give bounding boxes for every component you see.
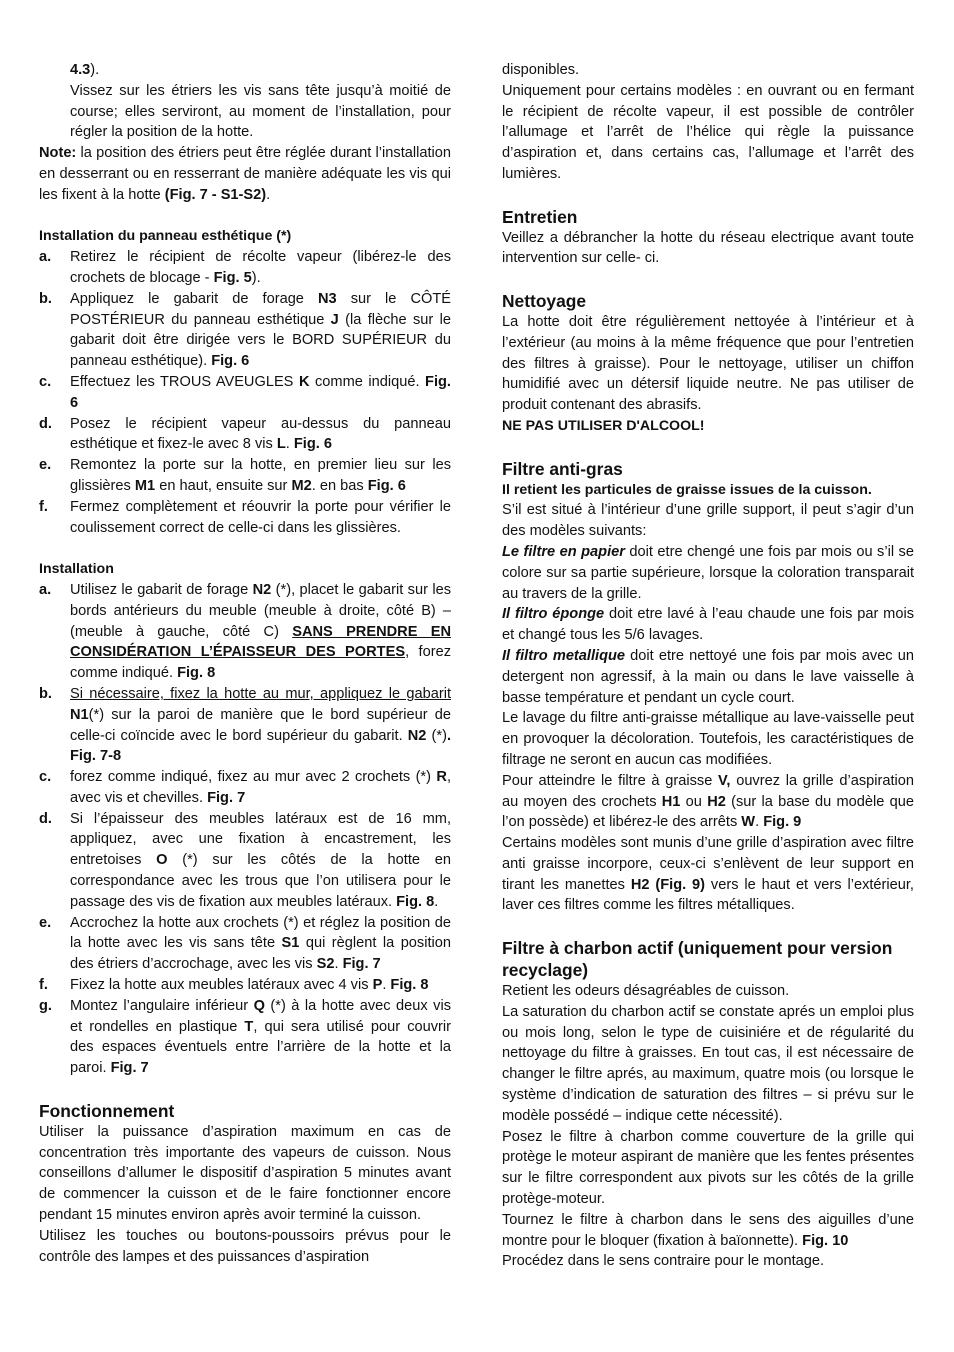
panel-step-f: f. Fermez complètement et réouvrir la porte pour vérifier le coulissement correct de celle-ci dans les glissières. [39, 498, 451, 536]
filtre-lavage: Le lavage du filtre anti-graisse métallique au lave-vaisselle peut en provoquer la décoloration. Toutefois, les caractéristiques de filtrage ne seront en aucun cas modifiées. [502, 710, 914, 768]
charbon-paragraph-5: Procédez dans le sens contraire pour le montage. [502, 1253, 825, 1270]
filtre-acces: Pour atteindre le filtre à graisse V, ouvrez la grille d’aspiration au moyen des crochets H1 ou H2 (sur la base du modèle que l’on possède) et libérez-le des arrêts W. Fig. 9 [502, 772, 914, 831]
install-step-a: a. Utilisez le gabarit de forage N2 (*), placet le gabarit sur les bords antérieurs du meuble (meuble à droite, côté B) – (meuble à gauche, côté C) SANS PRENDRE EN CONSIDÉRATION L’ÉPAISSEUR DES PORTES, forez comme indiqué. Fig. 8 [39, 581, 451, 682]
panel-step-d: d. Posez le récipient vapeur au-dessus du panneau esthétique et fixez-le avec 8 vis L. Fig. 6 [39, 415, 451, 453]
charbon-paragraph-1: Retient les odeurs désagréables de cuisson. [502, 983, 790, 1000]
filtre-intro: S’il est situé à l’intérieur d’une grille support, il peut s’agir d’un des modèles suivants: [502, 502, 914, 540]
filtre-metallique: Il filtro metallique doit etre nettoyé une fois par mois avec un detergent non agressif, à la main ou dans le lave vaisselle à basse température et pendant un cycle court. [502, 647, 914, 706]
models-paragraph: Uniquement pour certains modèles : en ouvrant ou en fermant le récipient de récolte vapeur, il est possible de contrôler l’allumage et l’arrêt de l’hélice qui règle la puissance d’aspiration et, dans certains cas, l’allumage et l’arrêt des lumières. [502, 82, 914, 182]
install-step-e: e. Accrochez la hotte aux crochets (*) et réglez la position de la hotte avec les vis sans tête S1 qui règlent la position des étriers d’accrochage, avec les vis S2. Fig. 7 [39, 914, 451, 973]
charbon-paragraph-2: La saturation du charbon actif se constate aprés un emploi plus ou mois long, selon le type de cuisiniére et de régularité du nettoyage du filtre à graisses. En tout cas, il est nécessaire de changer le filtre aprés, au maximum, quatre mois (ou lorsque le système d’indication de saturation des filtres – si prévu sur le modèle possédé – indique cette nécessité). [502, 1003, 914, 1124]
panel-install-heading: Installation du panneau esthétique (*) [39, 228, 292, 245]
entretien-paragraph: Veillez a débrancher la hotte du réseau electrique avant toute intervention sur celle- ci. [502, 229, 914, 267]
filtre-subtitle: Il retient les particules de graisse issues de la cuisson. [502, 481, 872, 498]
filtre-heading: Filtre anti-gras [502, 458, 623, 479]
nettoyage-heading: Nettoyage [502, 290, 587, 311]
left-column [39, 60, 451, 1267]
filtre-incorpore: Certains modèles sont munis d’une grille d’aspiration avec filtre anti graisse incorpore, ceux-ci s’enlèvent de leur support en tirant les manettes H2 (Fig. 9) vers le haut et vers l’extérieur, laver ces filtres comme les filtres métalliques. [502, 835, 914, 914]
right-column [502, 60, 914, 1272]
charbon-paragraph-3: Posez le filtre à charbon comme couverture de la grille qui protège le moteur aspirant de manière que les fentes présentes sur le filtre correspondent aux pivots sur les côtés de la grille protège-moteur. [502, 1128, 914, 1208]
panel-step-e: e. Remontez la porte sur la hotte, en premier lieu sur les glissières M1 en haut, ensuite sur M2. en bas Fig. 6 [39, 457, 451, 494]
nettoyage-paragraph: La hotte doit être régulièrement nettoyée à l’intérieur et à l’extérieur (au moins à la même fréquence que pour l’entretien des filtres à graisse). Pour le nettoyage, utiliser un chiffon humidifié avec un détersif liquide neutre. Ne pas utiliser de produit contenant des abrasifs. [502, 313, 914, 414]
intro-text: Vissez sur les étriers les vis sans tête jusqu’à moitié de course; elles serviront, au moment de l’installation, pour régler la position de la hotte. [70, 82, 451, 141]
fonctionnement-paragraph-2: Utilisez les touches ou boutons-poussoirs prévus pour le contrôle des lampes et des puissances d’aspiration [39, 1227, 451, 1265]
install-step-g: g. Montez l’angulaire inférieur Q (*) à la hotte avec deux vis et rondelles en plastique T, qui sera utilisé pour couvrir des espaces éventuels entre l’arrière de la hotte et la paroi. Fig. 7 [39, 997, 451, 1077]
panel-step-b: b. Appliquez le gabarit de forage N3 sur le CÔTÉ POSTÉRIEUR du panneau esthétique J (la flèche sur le gabarit doit être dirigée vers le BORD SUPÉRIEUR du panneau esthétique). Fig. 6 [39, 290, 451, 370]
install-step-f: f. Fixez la hotte aux meubles latéraux avec 4 vis P. Fig. 8 [39, 977, 429, 994]
filtre-eponge: Il filtro éponge doit etre lavé à l’eau chaude une fois par mois et changé tous les 5/6 lavages. [502, 606, 914, 644]
filtre-papier: Le filtre en papier doit etre chengé une fois par mois ou s’il se colore sur sa partie supérieure, lorsque la coloration transparait au travers de la grille. [502, 543, 914, 602]
alcohol-warning: NE PAS UTILISER D'ALCOOL! [502, 417, 705, 434]
fonctionnement-paragraph-1: Utiliser la puissance d’aspiration maximum en cas de concentration très importante des vapeurs de cuisson. Nous conseillons d’allumer le dispositif d’aspiration 5 minutes avant de commencer la cuisson et de le faire fonctionner encore pendant 15 minutes environ après avoir terminé la cuisson. [39, 1123, 451, 1224]
install-step-c: c. forez comme indiqué, fixez au mur avec 2 crochets (*) R, avec vis et chevilles. Fig. 7 [39, 769, 451, 806]
install-step-b: b. Si nécessaire, fixez la hotte au mur, appliquez le gabarit N1(*) sur la paroi de manière que le bord supérieur de celle-ci coïncide avec le bord supérieur du gabarit. N2 (*). Fig. 7-8 [39, 685, 451, 765]
installation-heading: Installation [39, 561, 114, 578]
charbon-paragraph-4: Tournez le filtre à charbon dans le sens des aiguilles d’une montre pour le bloquer (fixation à baïonnette). Fig. 10 [502, 1211, 914, 1249]
intro-ref: 4.3). [70, 62, 100, 78]
charbon-heading: Filtre à charbon actif (uniquement pour version recyclage) [502, 938, 893, 981]
panel-step-c: c. Effectuez les TROUS AVEUGLES K comme indiqué. Fig. 6 [39, 373, 451, 411]
continued-text: disponibles. [502, 62, 580, 78]
note-paragraph: Note: la position des étriers peut être réglée durant l’installation en desserrant ou en resserrant de manière adéquate les vis qui les fixent à la hotte (Fig. 7 - S1-S2). [39, 145, 451, 203]
panel-step-a: a. Retirez le récipient de récolte vapeur (libérez-le des crochets de blocage - Fig. 5). [39, 249, 451, 286]
entretien-heading: Entretien [502, 206, 578, 227]
fonctionnement-heading: Fonctionnement [39, 1100, 175, 1121]
install-step-d: d. Si l’épaisseur des meubles latéraux est de 16 mm, appliquez, avec une fixation à encastrement, les entretoises O (*) sur les côtés de la hotte en correspondance avec les trous que l’on utilisera pour le passage des vis de fixation aux meubles latéraux. Fig. 8. [39, 810, 451, 910]
